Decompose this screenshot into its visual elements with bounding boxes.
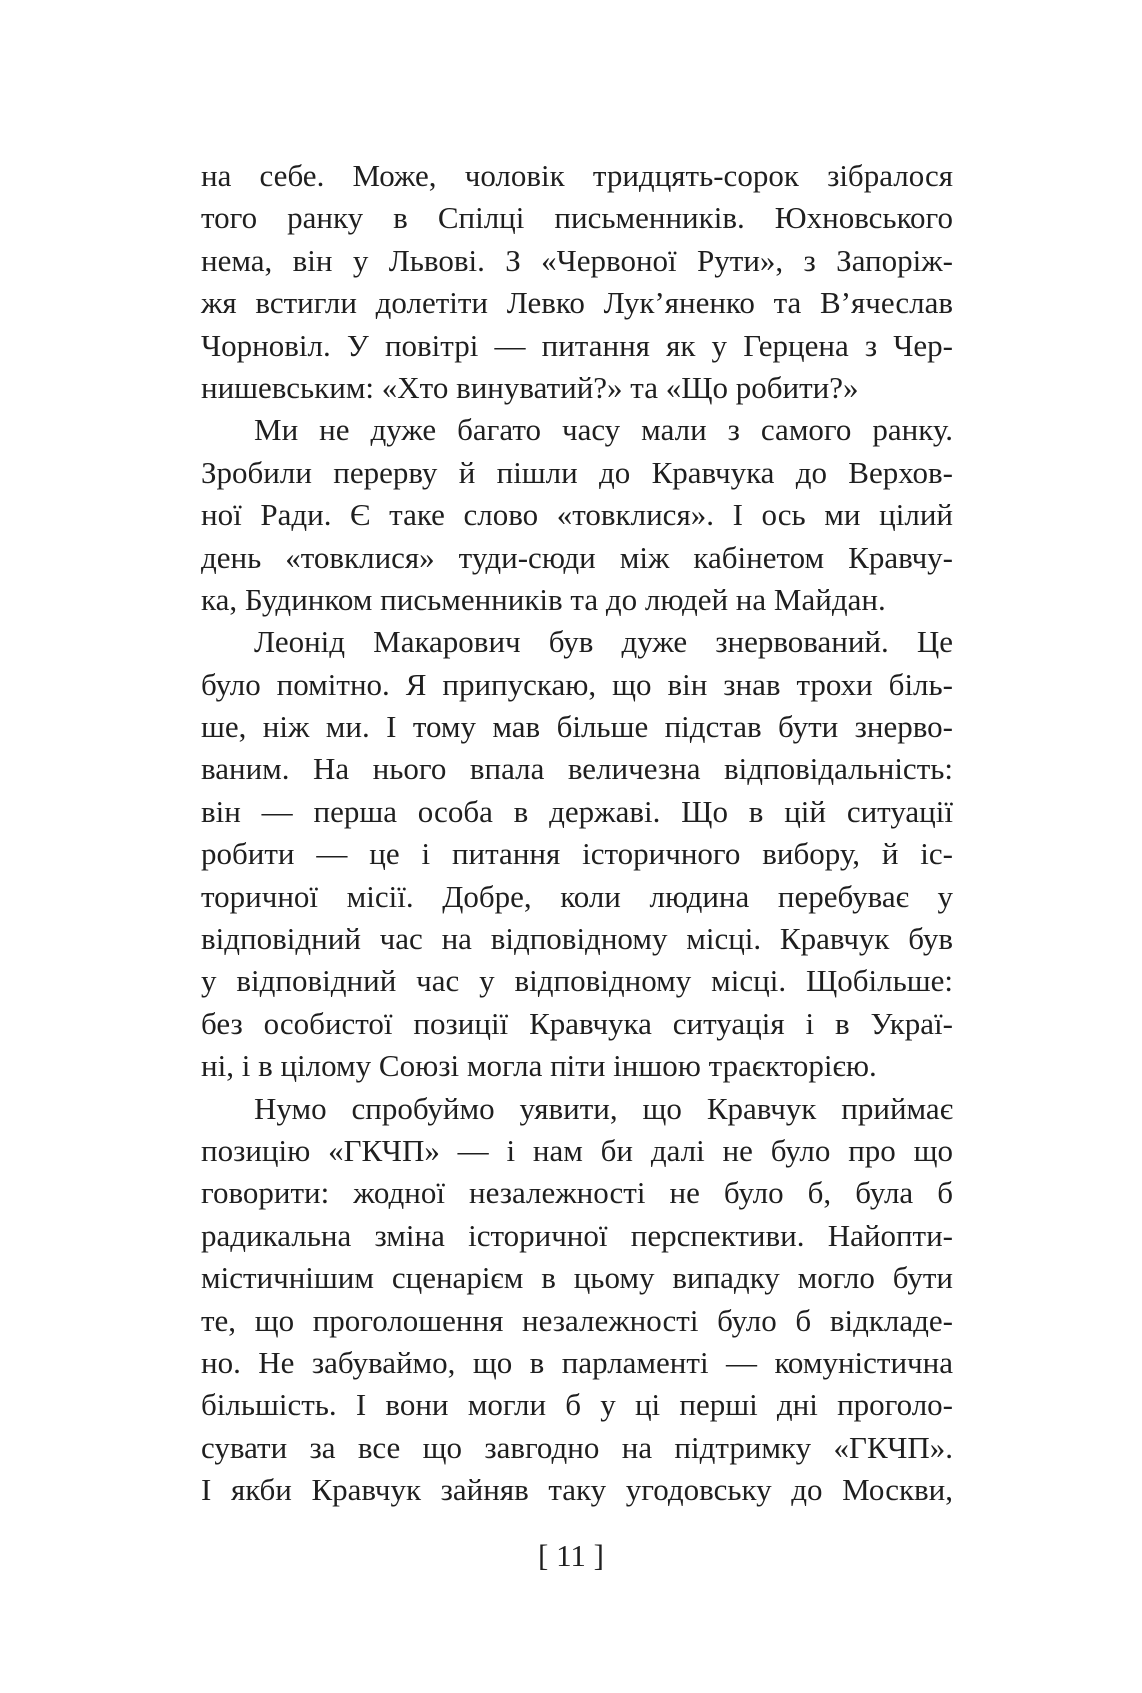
text-line: жя встигли долетіти Левко Лук’яненко та В’ячеслав <box>201 285 953 321</box>
text-line: він — перша особа в державі. Що в цій ситуації <box>201 793 953 829</box>
text-line: І якби Кравчук зайняв таку угодовську до Москви, <box>201 1472 953 1508</box>
text-line: відповідний час на відповідному місці. Кравчук був <box>201 921 953 957</box>
text-line: ка, Будинком письменників та до людей на Майдан. <box>201 581 886 617</box>
text-line: говорити: жодної незалежності не було б, була б <box>201 1175 953 1211</box>
text-line: без особистої позиції Кравчука ситуація і в Украї- <box>201 1005 953 1041</box>
text-line: було помітно. Я припускаю, що він знав трохи біль- <box>201 666 953 702</box>
text-line: ше, ніж ми. І тому мав більше підстав бути знерво- <box>201 709 953 745</box>
text-line: робити — це і питання історичного вибору, й іс- <box>201 836 953 872</box>
text-line: більшість. І вони могли б у ці перші дні проголо- <box>201 1387 953 1423</box>
text-line: ні, і в цілому Союзі могла піти іншою траєкторією. <box>201 1048 877 1084</box>
body-text <box>201 155 953 1512</box>
text-line: містичнішим сценарієм в цьому випадку могло бути <box>201 1260 953 1296</box>
text-line: торичної місії. Добре, коли людина перебуває у <box>201 878 953 914</box>
text-line: ної Ради. Є таке слово «товклися». І ось ми цілий <box>201 497 953 533</box>
text-line: те, що проголошення незалежності було б відкладе- <box>201 1302 953 1338</box>
text-line: нишевським: «Хто винуватий?» та «Що робити?» <box>201 369 859 405</box>
text-line: день «товклися» туди-сюди між кабінетом Кравчу- <box>201 539 953 575</box>
text-line: сувати за все що завгодно на підтримку «ГКЧП». <box>201 1429 953 1465</box>
text-line: но. Не забуваймо, що в парламенті — комуністична <box>201 1344 953 1380</box>
text-line: того ранку в Спілці письменників. Юхновського <box>201 200 953 236</box>
text-line: Чорновіл. У повітрі — питання як у Герцена з Чер- <box>201 327 953 363</box>
text-line: Ми не дуже багато часу мали з самого ранку. <box>254 412 953 448</box>
text-line: у відповідний час у відповідному місці. Щобільше: <box>201 963 953 999</box>
text-line: позицію «ГКЧП» — і нам би далі не було про що <box>201 1132 953 1168</box>
text-line: на себе. Може, чоловік тридцять-сорок зібралося <box>201 158 953 193</box>
text-line: Нумо спробуймо уявити, що Кравчук приймає <box>254 1090 953 1126</box>
page-number: [ 11 ] <box>538 1538 604 1573</box>
text-line: ваним. На нього впала величезна відповідальність: <box>201 751 953 787</box>
text-line: радикальна зміна історичної перспективи. Найопти- <box>201 1217 953 1253</box>
text-line: нема, він у Львові. З «Червоної Рути», з Запоріж- <box>201 242 953 278</box>
text-line: Леонід Макарович був дуже знервований. Це <box>254 624 953 660</box>
text-line: Зробили перерву й пішли до Кравчука до Верхов- <box>201 454 953 490</box>
